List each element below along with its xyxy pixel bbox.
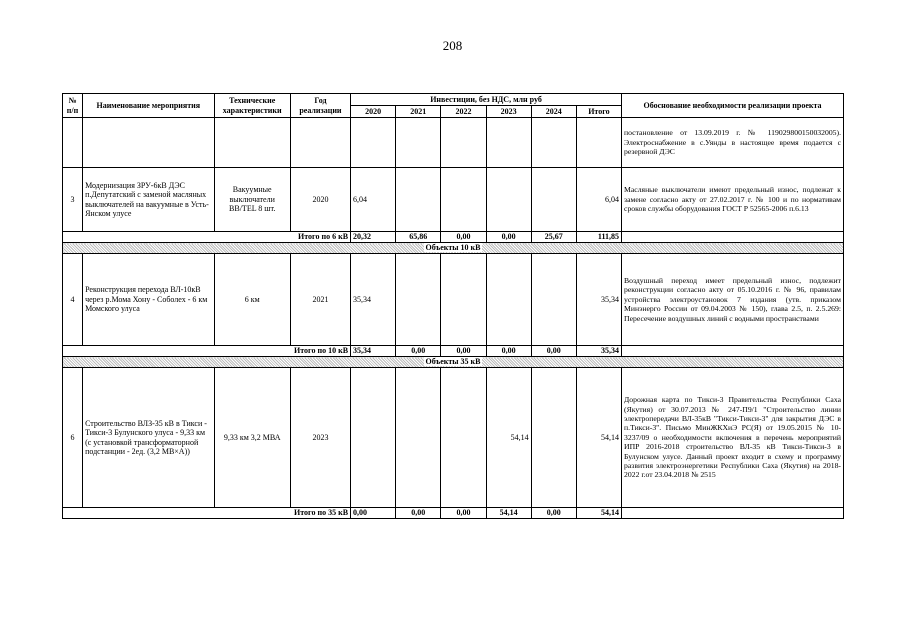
total-2021: 0,00 — [396, 346, 441, 357]
total-row-35kv — [63, 508, 844, 519]
value-2020: 35,34 — [351, 254, 396, 346]
section-title: Объекты 10 кВ — [425, 243, 481, 253]
total-2021: 0,00 — [396, 508, 441, 519]
total-2022: 0,00 — [441, 346, 486, 357]
section-header — [63, 357, 844, 368]
row-number: 3 — [63, 168, 83, 232]
header-2021: 2021 — [396, 106, 441, 118]
header-2020: 2020 — [351, 106, 396, 118]
value-total: 6,04 — [576, 168, 621, 232]
total-row-6kv — [63, 232, 844, 243]
implementation-year: 2021 — [290, 254, 350, 346]
carry-over-reason: постановление от 13.09.2019 г. № 119029800150032005). Электроснабжение в с.Уянды в настоящее время подается с резервной ДЭС — [622, 118, 844, 168]
total-label: Итого по 35 кВ — [63, 508, 351, 519]
header-reason: Обоснование необходимости реализации проекта — [622, 94, 844, 118]
total-label: Итого по 6 кВ — [63, 232, 351, 243]
implementation-year: 2020 — [290, 168, 350, 232]
section-title: Объекты 35 кВ — [425, 357, 481, 367]
table-row — [63, 168, 844, 232]
value-total: 54,14 — [576, 368, 621, 508]
value-2023: 54,14 — [486, 368, 531, 508]
tech-characteristics: 9,33 км 3,2 МВА — [214, 368, 290, 508]
header-2023: 2023 — [486, 106, 531, 118]
total-2024: 0,00 — [531, 508, 576, 519]
justification: Дорожная карта по Тикси-3 Правительства Республики Саха (Якутия) от 30.07.2013 № 247-П9/1 "Строительство линии электропередачи ВЛ-35кВ "Тикси-Тикси-3" для закрытия ДЭС в п.Тикси-3". Письмо МинЖКХиЭ РС(Я) от 19.05.2015 № 10-3237/09 о необходимости включения в перечень мероприятий ИПР 2016-2018 строительство ВЛ-35 кВ Тикси-Тикси-3 в Булунском улусе. Данный проект входит в схему и программу развития электроэнергетики Республики Саха (Якутия) на 2018-2022 г.от 23.04.2018 № 2515 — [622, 368, 844, 508]
tech-characteristics: 6 км — [214, 254, 290, 346]
total-2022: 0,00 — [441, 232, 486, 243]
value-2022 — [441, 168, 486, 232]
header-total: Итого — [576, 106, 621, 118]
total-2024: 25,67 — [531, 232, 576, 243]
header-tech: Технические характеристики — [214, 94, 290, 118]
value-2021 — [396, 168, 441, 232]
total-2020: 20,32 — [351, 232, 396, 243]
total-2020: 0,00 — [351, 508, 396, 519]
section-header — [63, 243, 844, 254]
total-2023: 0,00 — [486, 232, 531, 243]
value-2024 — [531, 168, 576, 232]
header-num: № п/п — [63, 94, 83, 118]
total-2021: 65,86 — [396, 232, 441, 243]
measure-name: Реконструкция перехода ВЛ-10кВ через р.Мома Хону - Соболех - 6 км Момского улуса — [83, 254, 214, 346]
total-sum: 111,85 — [576, 232, 621, 243]
measure-name: Строительство ВЛЗ-35 кВ в Тикси - Тикси-3 Булунского улуса - 9,33 км (с установкой трансформаторной подстанции - 2ед. (3,2 МВ×А)) — [83, 368, 214, 508]
implementation-year: 2023 — [290, 368, 350, 508]
investment-table — [62, 93, 844, 519]
total-label: Итого по 10 кВ — [63, 346, 351, 357]
measure-name: Модернизация ЗРУ-6кВ ДЭС п.Депутатский с заменой масляных выключателей на вакуумные в Усть-Янском улусе — [83, 168, 214, 232]
row-number: 4 — [63, 254, 83, 346]
justification: Масляные выключатели имеют предельный износ, подлежат к замене согласно акту от 27.02.2017 г. № 100 и по нормативам сроков службы оборудования ГОСТ Р 52565-2006 п.6.13 — [622, 168, 844, 232]
row-number: 6 — [63, 368, 83, 508]
header-investments: Инвестиции, без НДС, млн руб — [351, 94, 622, 106]
total-row-10kv — [63, 346, 844, 357]
table-row — [63, 118, 844, 168]
header-year: Год реализации — [290, 94, 350, 118]
total-2020: 35,34 — [351, 346, 396, 357]
total-2022: 0,00 — [441, 508, 486, 519]
total-sum: 54,14 — [576, 508, 621, 519]
value-total: 35,34 — [576, 254, 621, 346]
justification: Воздушный переход имеет предельный износ, подлежит реконструкции согласно акту от 05.10.2016 г. № 96, правилам устройства электроустановок 7 издания (утв. приказом Минэнерго России от 09.04.2003 № 150), глава 2.5, п. 2.5.269: Пересечение воздушных линий с водными пространствами — [622, 254, 844, 346]
header-2024: 2024 — [531, 106, 576, 118]
value-2023 — [486, 168, 531, 232]
total-2023: 54,14 — [486, 508, 531, 519]
header-name: Наименование мероприятия — [83, 94, 214, 118]
tech-characteristics: Вакуумные выключатели BB/TEL 8 шт. — [214, 168, 290, 232]
value-2020: 6,04 — [351, 168, 396, 232]
page-number: 208 — [442, 38, 463, 53]
table-row — [63, 368, 844, 508]
header-2022: 2022 — [441, 106, 486, 118]
total-sum: 35,34 — [576, 346, 621, 357]
total-2024: 0,00 — [531, 346, 576, 357]
total-2023: 0,00 — [486, 346, 531, 357]
table-row — [63, 254, 844, 346]
